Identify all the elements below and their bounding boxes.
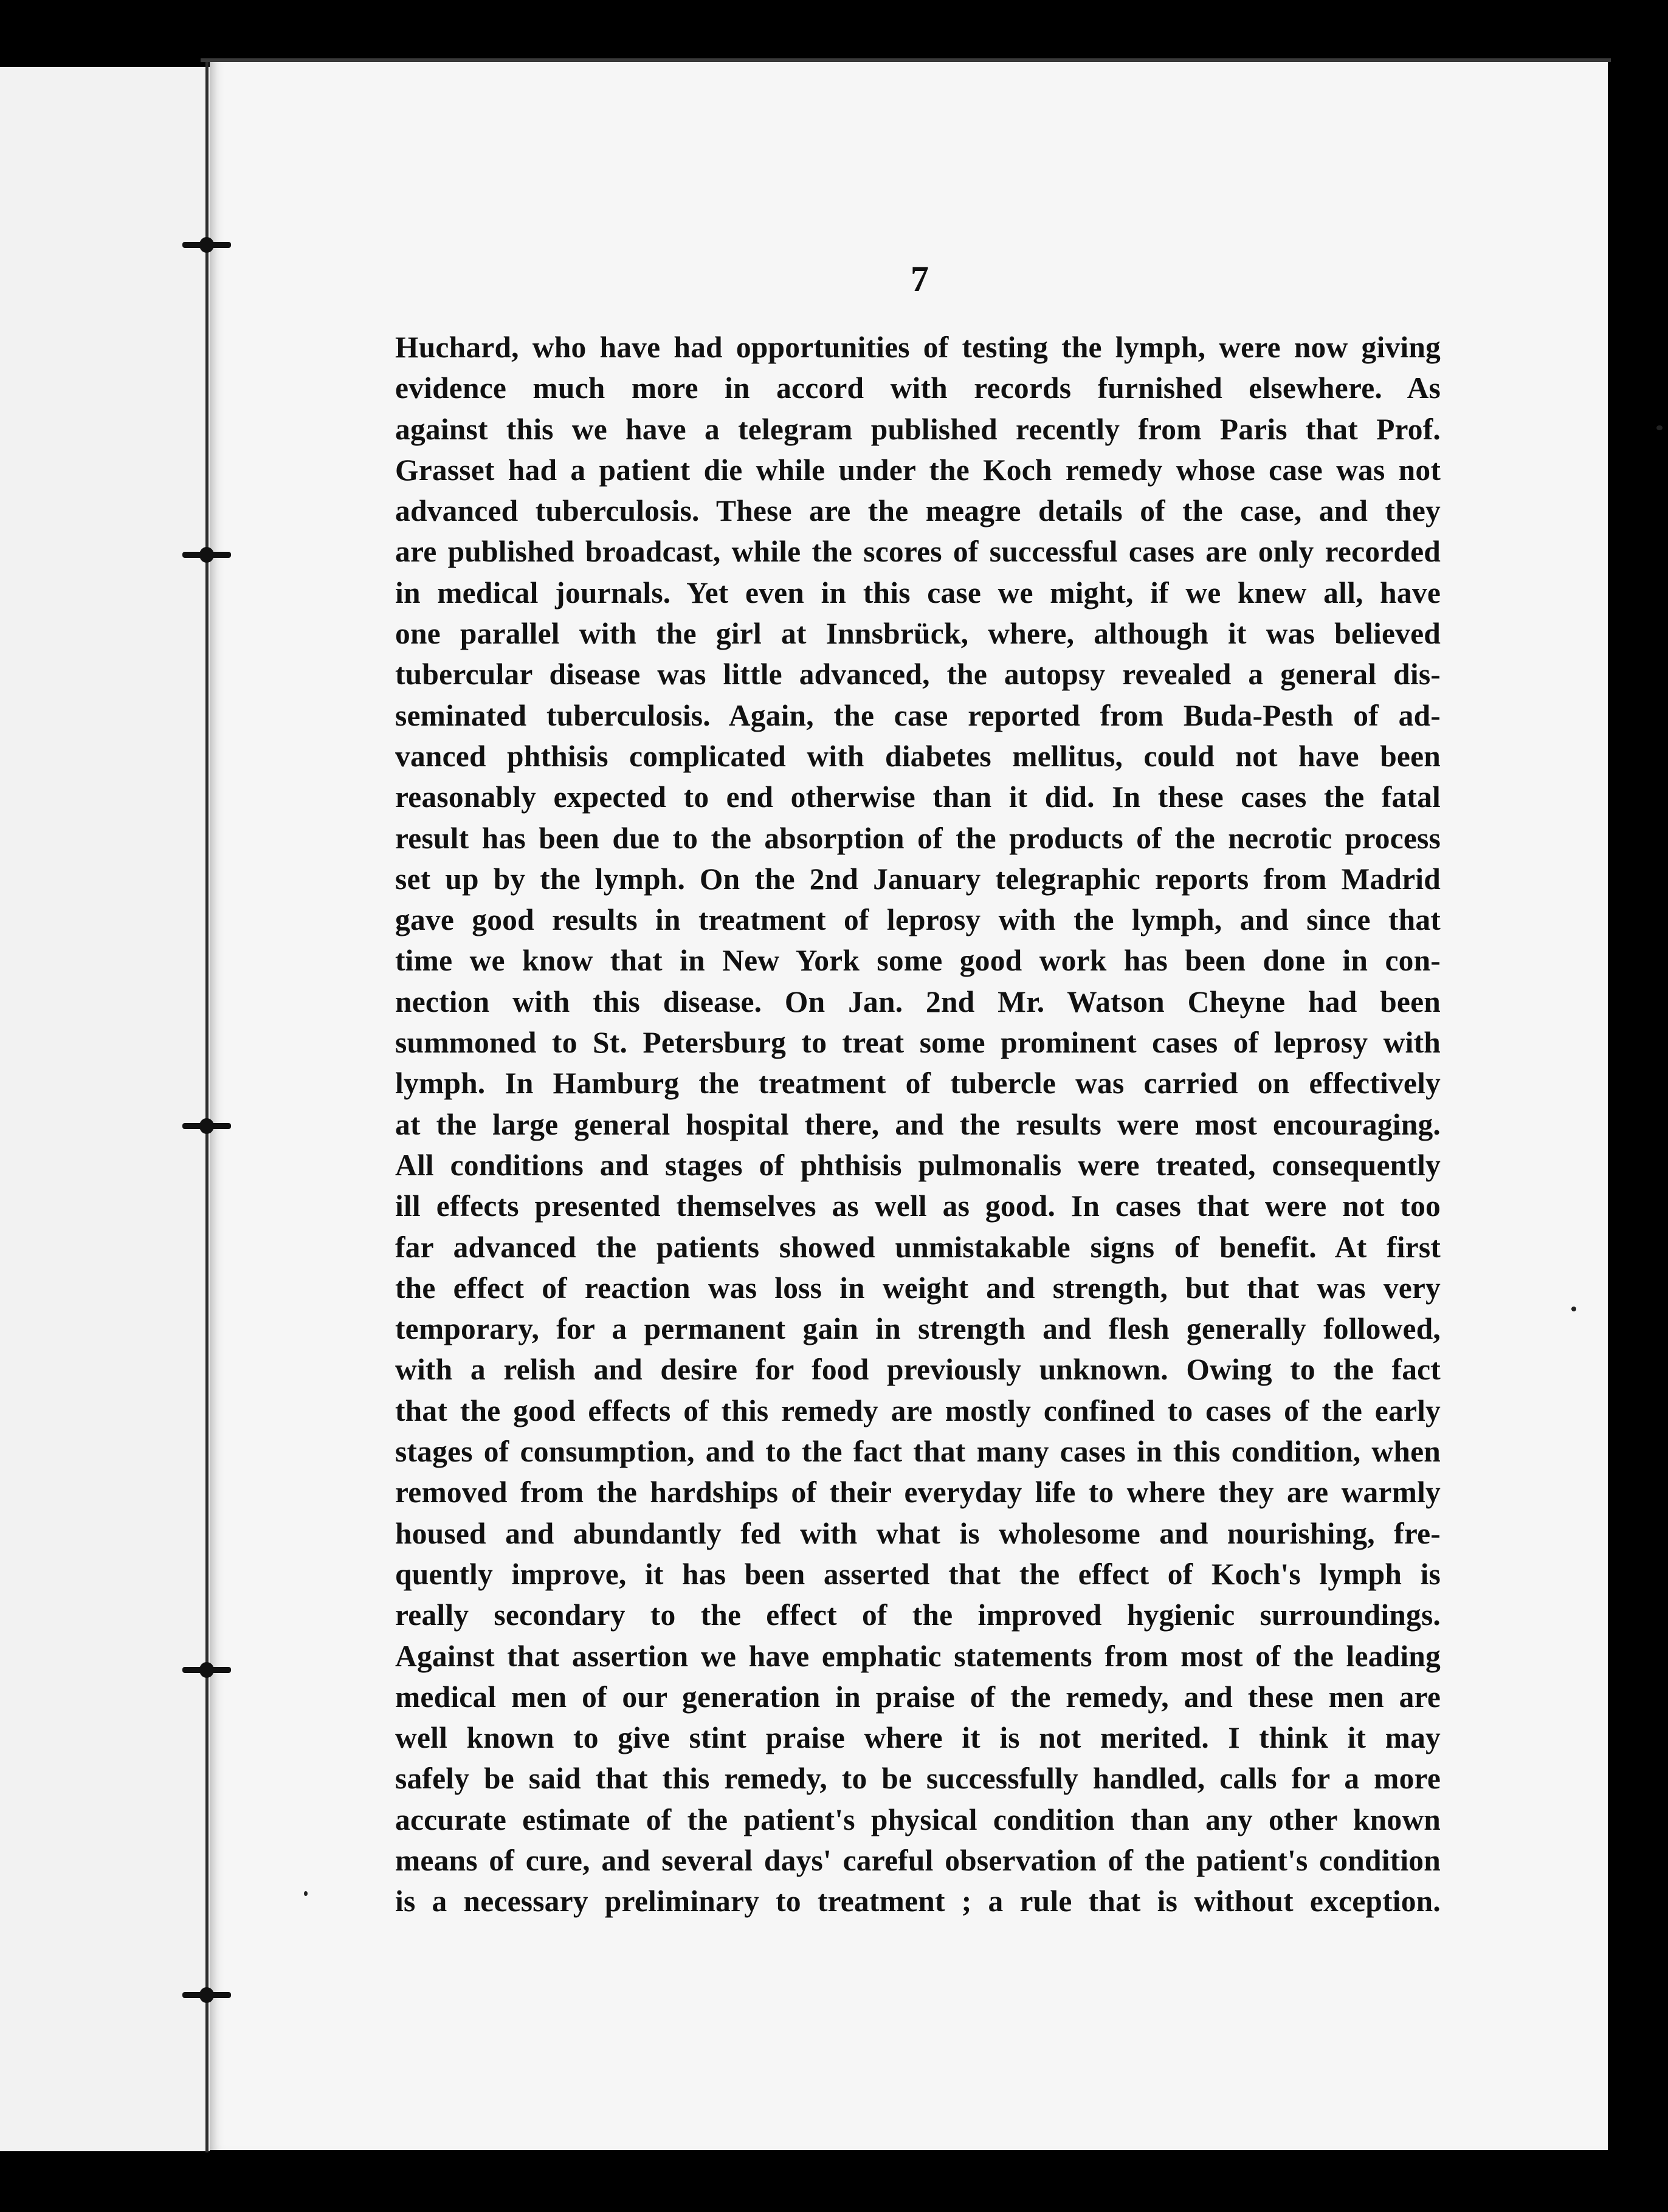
text-line: Against that assertion we have emphatic statements from most of the leading [395,1639,1441,1673]
paper-speck [1571,1307,1576,1311]
text-line: All conditions and stages of phthisis pulmonalis were treated, consequently [395,1148,1441,1182]
text-line: medical men of our generation in praise of the remedy, and these men are [395,1680,1441,1714]
text-line: seminated tuberculosis. Again, the case reported from Buda-Pesth of ad- [395,698,1441,732]
text-line: that the good effects of this remedy are mostly confined to cases of the early [395,1393,1441,1427]
text-line: Grasset had a patient die while under the Koch remedy whose case was not [395,453,1441,487]
paper-speck [304,1891,308,1896]
text-line: tubercular disease was little advanced, the autopsy revealed a general dis- [395,658,1441,692]
text-line: lymph. In Hamburg the treatment of tubercle was carried on effectively [395,1066,1441,1101]
text-line: reasonably expected to end otherwise than it did. In these cases the fatal [395,780,1441,814]
text-line: are published broadcast, while the scores of successful cases are only recorded [395,535,1441,569]
binding-stitch [182,1987,231,2003]
text-line: quently improve, it has been asserted that the effect of Koch's lymph is [395,1557,1441,1591]
text-line: really secondary to the effect of the improved hygienic surroundings. [395,1598,1441,1632]
text-line: advanced tuberculosis. These are the meagre details of the case, and they [395,494,1441,528]
page-top-edge [201,58,1611,62]
text-line: against this we have a telegram published recently from Paris that Prof. [395,412,1441,446]
binding-stitch [182,1662,231,1678]
text-line: gave good results in treatment of leprosy with the lymph, and since that [395,903,1441,937]
text-line: housed and abundantly fed with what is wholesome and nourishing, fre- [395,1516,1441,1550]
binding-spine [205,62,208,2152]
binding-stitch [182,237,231,253]
text-line: the effect of reaction was loss in weight and strength, but that was very [395,1271,1441,1305]
text-line: nection with this disease. On Jan. 2nd Mr. Watson Cheyne had been [395,984,1441,1018]
binding-stitch [182,547,231,563]
text-line: with a relish and desire for food previously unknown. Owing to the fact [395,1353,1441,1387]
text-line: means of cure, and several days' careful observation of the patient's condition [395,1843,1441,1877]
text-line: one parallel with the girl at Innsbrück, where, although it was believed [395,617,1441,651]
text-line: accurate estimate of the patient's physical condition than any other known [395,1802,1441,1836]
text-line: temporary, for a permanent gain in strength and flesh generally followed, [395,1312,1441,1346]
paper-speck [1656,425,1663,430]
page-number: 7 [911,259,929,299]
text-line: stages of consumption, and to the fact that many cases in this condition, when [395,1435,1441,1469]
text-line: set up by the lymph. On the 2nd January telegraphic reports from Madrid [395,862,1441,896]
text-line: evidence much more in accord with records furnished elsewhere. As [395,371,1441,405]
text-line: vanced phthisis complicated with diabetes mellitus, could not have been [395,739,1441,773]
binding-stitch [182,1118,231,1134]
left-page-edge [0,67,210,2151]
text-line: in medical journals. Yet even in this case we might, if we knew all, have [395,575,1441,610]
text-line: result has been due to the absorption of the products of the necrotic process [395,821,1441,855]
body-text [395,327,1441,1922]
text-line: well known to give stint praise where it is not merited. I think it may [395,1721,1441,1755]
text-line: at the large general hospital there, and the results were most encouraging. [395,1107,1441,1141]
text-line: time we know that in New York some good work has been done in con- [395,944,1441,978]
text-line: summoned to St. Petersburg to treat some prominent cases of leprosy with [395,1026,1441,1060]
text-line: safely be said that this remedy, to be successfully handled, calls for a more [395,1762,1441,1796]
text-line: ill effects presented themselves as well as good. In cases that were not too [395,1189,1441,1223]
text-line: Huchard, who have had opportunities of testing the lymph, were now giving [395,331,1441,364]
text-line: is a necessary preliminary to treatment ; a rule that is without exception. [395,1884,1441,1918]
text-line: far advanced the patients showed unmistakable signs of benefit. At first [395,1230,1441,1264]
text-line: removed from the hardships of their everyday life to where they are warmly [395,1475,1441,1510]
